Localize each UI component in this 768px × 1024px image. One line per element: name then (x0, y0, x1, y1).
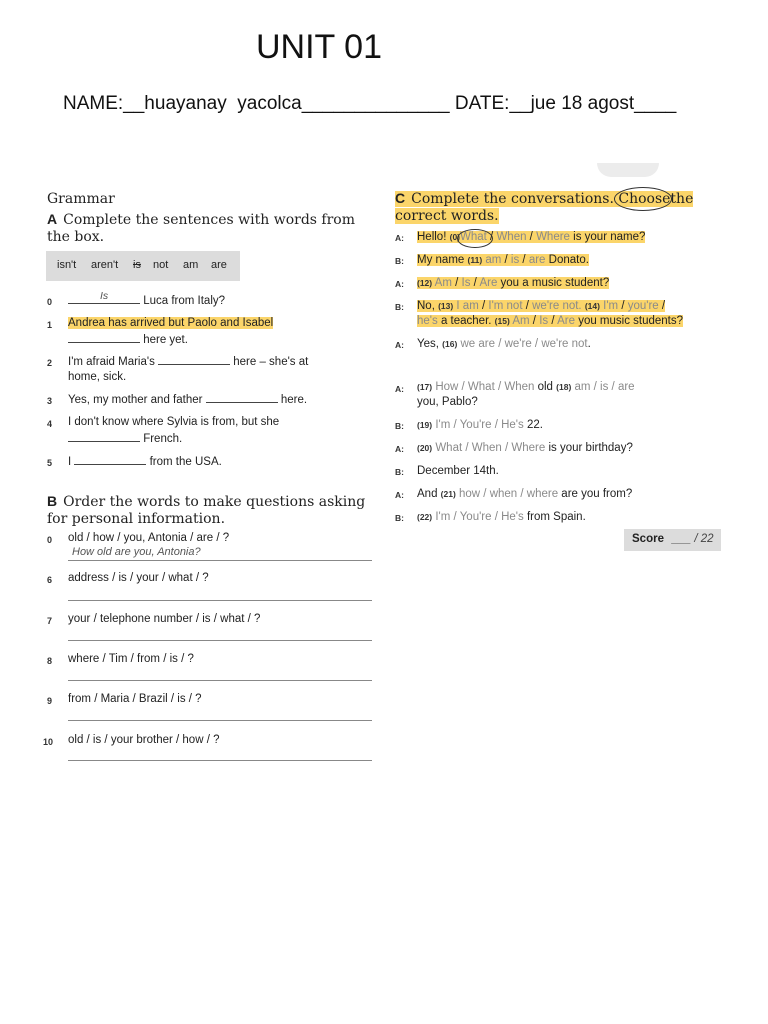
option-word[interactable]: is (600, 381, 609, 393)
section-b-instruction (47, 493, 372, 528)
option-word[interactable]: I am (453, 300, 479, 312)
answer-blank[interactable] (68, 430, 140, 442)
option-word[interactable]: we're (504, 338, 532, 350)
answer-line[interactable] (68, 560, 372, 561)
option-word[interactable]: he's (417, 315, 438, 327)
speaker-label: B: (395, 421, 404, 431)
speaker-label: A: (395, 444, 404, 454)
option-word[interactable]: I'm (432, 511, 451, 523)
answer-blank[interactable] (158, 353, 230, 365)
word-box (46, 251, 240, 281)
option-word[interactable]: you're (627, 300, 659, 312)
conv-line: Yes, (16) we are / we're / we're not. (417, 338, 591, 350)
item-number: 5 (47, 458, 53, 468)
option-word[interactable]: am (482, 254, 502, 266)
option-word[interactable]: when (489, 488, 518, 500)
answer-blank[interactable] (206, 391, 278, 403)
pen-circle (614, 187, 672, 211)
word-box-item-crossed: is (133, 259, 141, 271)
a-item-5 (68, 453, 222, 470)
answer-line[interactable] (68, 640, 372, 641)
a-item-1-line2 (68, 331, 188, 348)
option-word[interactable]: What (432, 442, 463, 454)
word-box-item: aren't (91, 259, 119, 271)
b-item-0-answer: How old are you, Antonia? (72, 546, 201, 558)
item-number: 7 (47, 616, 53, 626)
item-number: 8 (47, 656, 53, 666)
option-word[interactable]: are (617, 381, 635, 393)
unit-title: UNIT 01 (256, 28, 382, 66)
speaker-label: A: (395, 490, 404, 500)
speaker-label: A: (395, 384, 404, 394)
section-c-instruction (395, 190, 725, 225)
option-word[interactable]: I'm not (488, 300, 523, 312)
conv-line: you, Pablo? (417, 396, 478, 408)
word-box-item: am (183, 259, 199, 271)
item-number: 2 (47, 358, 53, 368)
item-number: 4 (47, 419, 53, 429)
word-box-item: not (153, 259, 169, 271)
b-item-9-words: from / Maria / Brazil / is / ? (68, 693, 202, 705)
conv-line: No, (13) I am / I'm not / we're not. (14) I'm / you're / (417, 300, 666, 312)
option-word[interactable]: are (528, 254, 546, 266)
conv-line: December 14th. (417, 465, 499, 477)
speaker-label: B: (395, 513, 404, 523)
option-word[interactable]: Is (461, 277, 471, 289)
a-item-2-line2: home, sick. (68, 371, 127, 383)
option-word[interactable]: When (496, 231, 527, 243)
option-word[interactable]: When (471, 442, 502, 454)
speaker-label: B: (395, 302, 404, 312)
option-word[interactable]: we are (457, 338, 495, 350)
option-word[interactable]: we're not (541, 338, 588, 350)
sentence-text: here yet. (143, 334, 188, 346)
score-value[interactable]: ___ / 22 (672, 533, 714, 545)
option-word[interactable]: You're (459, 419, 492, 431)
option-word[interactable]: When (504, 381, 535, 393)
item-number: 0 (47, 535, 53, 545)
item-number: 3 (47, 396, 53, 406)
a-item-0 (68, 292, 225, 309)
section-c-choose: Choose (618, 191, 671, 207)
option-word[interactable]: am (571, 381, 591, 393)
circled-option[interactable]: What (460, 231, 487, 243)
circled-word (618, 191, 670, 207)
conv-line: (17) How / What / When old (18) am / is / are (417, 381, 635, 393)
score-label: Score (632, 533, 664, 545)
a-item-4-line1: I don't know where Sylvia is from, but she (68, 416, 280, 428)
item-number: 0 (47, 297, 53, 307)
item-number: 6 (47, 575, 53, 585)
section-b-text: Order the words to make questions asking for personal information. (47, 494, 366, 527)
a-item-2-line1 (68, 353, 308, 370)
b-item-7-words: your / telephone number / is / what / ? (68, 613, 261, 625)
option-word[interactable]: is (510, 254, 520, 266)
b-item-10-words: old / is / your brother / how / ? (68, 734, 220, 746)
b-item-0-words: old / how / you, Antonia / are / ? (68, 532, 230, 544)
name-date-line: NAME:__huayanay yacolca______________ DATE:__jue 18 agost____ (63, 93, 677, 114)
answer-line[interactable] (68, 760, 372, 761)
sentence-text: I'm afraid Maria's (68, 356, 155, 368)
conv-line: (20) What / When / Where is your birthday? (417, 442, 633, 454)
option-word[interactable]: He's (501, 419, 524, 431)
option-word[interactable]: Is (539, 315, 549, 327)
option-word[interactable]: Are (557, 315, 575, 327)
option-word[interactable]: You're (459, 511, 492, 523)
option-word[interactable]: Are (479, 277, 498, 289)
section-a-letter: A (47, 211, 58, 227)
option-word[interactable]: Where (511, 442, 546, 454)
b-item-8-words: where / Tim / from / is / ? (68, 653, 194, 665)
option-word[interactable]: where (526, 488, 559, 500)
conv-line: Hello! (0)What / When / Where is your name? (417, 229, 645, 245)
sentence-text: here. (280, 394, 308, 406)
answer-blank[interactable] (68, 292, 140, 304)
sentence-text: I (68, 456, 72, 468)
conv-line: And (21) how / when / where are you from? (417, 488, 633, 500)
a-item-3 (68, 391, 307, 408)
speaker-label: A: (395, 279, 404, 289)
score-box (624, 529, 721, 551)
speaker-label: A: (395, 340, 404, 350)
a-item-1-line1 (68, 315, 273, 331)
handwritten-answer: Is (100, 290, 109, 302)
word-box-item: isn't (57, 259, 77, 271)
b-item-6-words: address / is / your / what / ? (68, 572, 209, 584)
answer-blank[interactable] (74, 453, 146, 465)
answer-line[interactable] (68, 680, 372, 681)
option-word[interactable]: What (467, 381, 495, 393)
option-word[interactable]: we're not. (532, 300, 582, 312)
sentence-text-highlighted: Andrea has arrived but Paolo and Isabel (68, 317, 274, 329)
conv-line: (19) I'm / You're / He's 22. (417, 419, 543, 431)
conv-line: (12) Am / Is / Are you a music student? (417, 277, 610, 289)
conv-line: (22) I'm / You're / He's from Spain. (417, 511, 586, 523)
answer-blank[interactable] (68, 331, 140, 343)
answer-line[interactable] (68, 600, 372, 601)
conv-line: My name (11) am / is / are Donato. (417, 254, 589, 266)
sentence-text: from the USA. (149, 456, 222, 468)
answer-line[interactable] (68, 720, 372, 721)
item-number: 10 (43, 737, 54, 747)
speaker-label: B: (395, 256, 404, 266)
item-number: 1 (47, 320, 53, 330)
speaker-label: B: (395, 467, 404, 477)
section-a-text: Complete the sentences with words from the box. (47, 212, 356, 245)
grammar-heading: Grammar (47, 191, 115, 207)
word-box-item: are (211, 259, 227, 271)
sentence-text: Luca from Italy? (143, 295, 226, 307)
section-c-text: Complete the conversations. (411, 191, 614, 207)
option-word[interactable]: Where (536, 231, 570, 243)
section-c-letter: C (395, 190, 406, 206)
option-word[interactable]: How (432, 381, 459, 393)
option-word[interactable]: I'm (599, 300, 619, 312)
sentence-text: Yes, my mother and father (68, 394, 203, 406)
option-word[interactable]: how (455, 488, 481, 500)
section-b-letter: B (47, 493, 58, 509)
option-word[interactable]: He's (501, 511, 524, 523)
speaker-label: A: (395, 233, 404, 243)
pen-circle (457, 229, 493, 248)
section-c-text-2: the correct words. (395, 191, 694, 224)
sentence-text: here – she's at (233, 356, 309, 368)
option-word[interactable]: I'm (432, 419, 451, 431)
a-item-4-line2 (68, 430, 182, 447)
option-word[interactable]: Am (432, 277, 452, 289)
item-number: 9 (47, 696, 53, 706)
section-a-instruction (47, 211, 367, 246)
sentence-text: French. (143, 433, 183, 445)
conv-line: he's a teacher. (15) Am / Is / Are you music students? (417, 315, 684, 327)
option-word[interactable]: Am (509, 315, 530, 327)
corner-decoration (597, 163, 659, 177)
